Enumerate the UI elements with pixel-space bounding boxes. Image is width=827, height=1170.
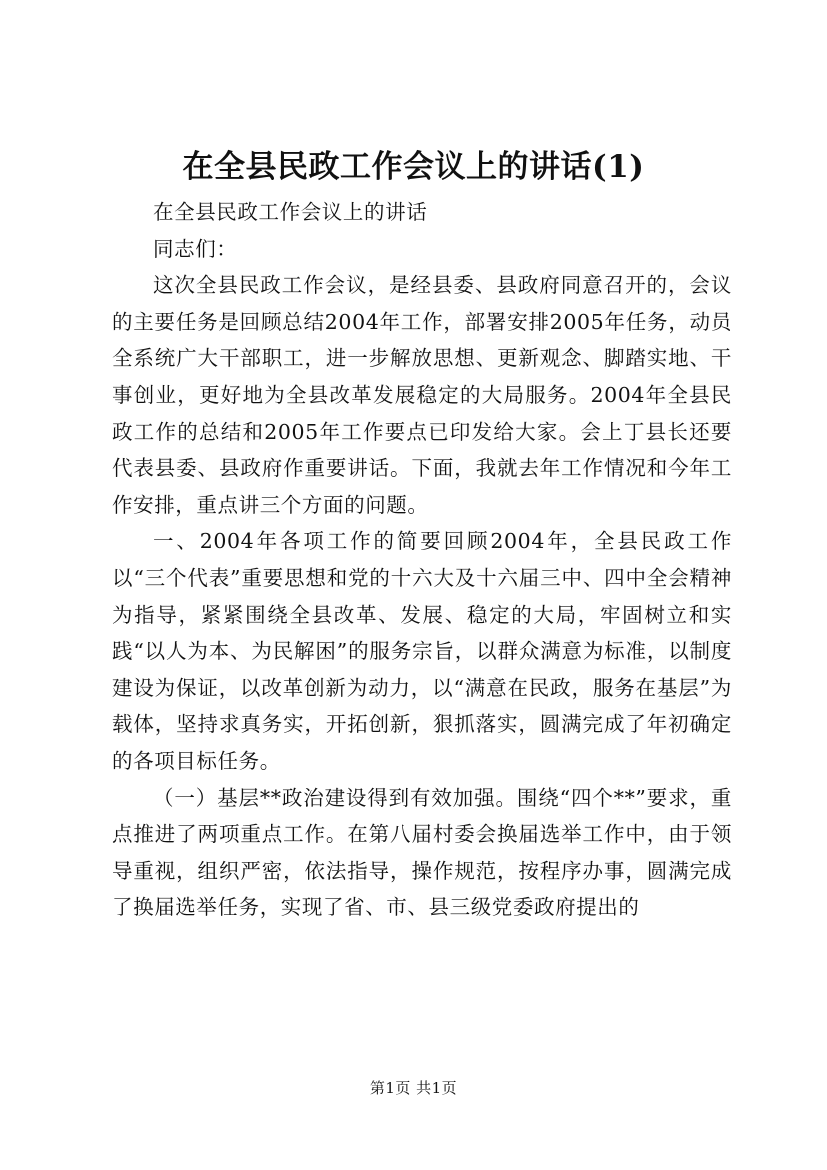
document-body [112,194,732,926]
subtitle-paragraph: 在全县民政工作会议上的讲话 [153,200,428,224]
salutation-paragraph: 同志们： [153,236,238,261]
page-number-footer: 第1页 共1页 [369,1079,458,1097]
review-paragraph: 一、2004年各项工作的简要回顾2004年，全县民政工作以“三个代表”重要思想和党的十六大及十六届三中、四中全会精神为指导，紧紧围绕全县改革、发展、稳定的大局，牢固树立和实践“以人为本、为民解困”的服务宗旨，以群众满意为标准，以制度建设为保证，以改革创新为动力，以“满意在民政，服务在基层”为载体，坚持求真务实，开拓创新，狠抓落实，圆满完成了年初确定的各项目标任务。 [112,529,732,773]
grassroots-paragraph: （一）基层**政治建设得到有效加强。围绕“四个**”要求，重点推进了两项重点工作。在第八届村委会换届选举工作中，由于领导重视，组织严密，依法指导，操作规范，按程序办事，圆满完成了换届选举任务，实现了省、市、县三级党委政府提出的 [112,785,732,920]
document-title: 在全县民政工作会议上的讲话(1) [182,149,645,185]
intro-paragraph: 这次全县民政工作会议，是经县委、县政府同意召开的，会议的主要任务是回顾总结2004年工作，部署安排2005年任务，动员全系统广大干部职工，进一步解放思想、更新观念、脚踏实地、干事创业，更好地为全县改革发展稳定的大局服务。2004年全县民政工作的总结和2005年工作要点已印发给大家。会上丁县长还要代表县委、县政府作重要讲话。下面，我就去年工作情况和今年工作安排，重点讲三个方面的问题。 [112,273,732,517]
